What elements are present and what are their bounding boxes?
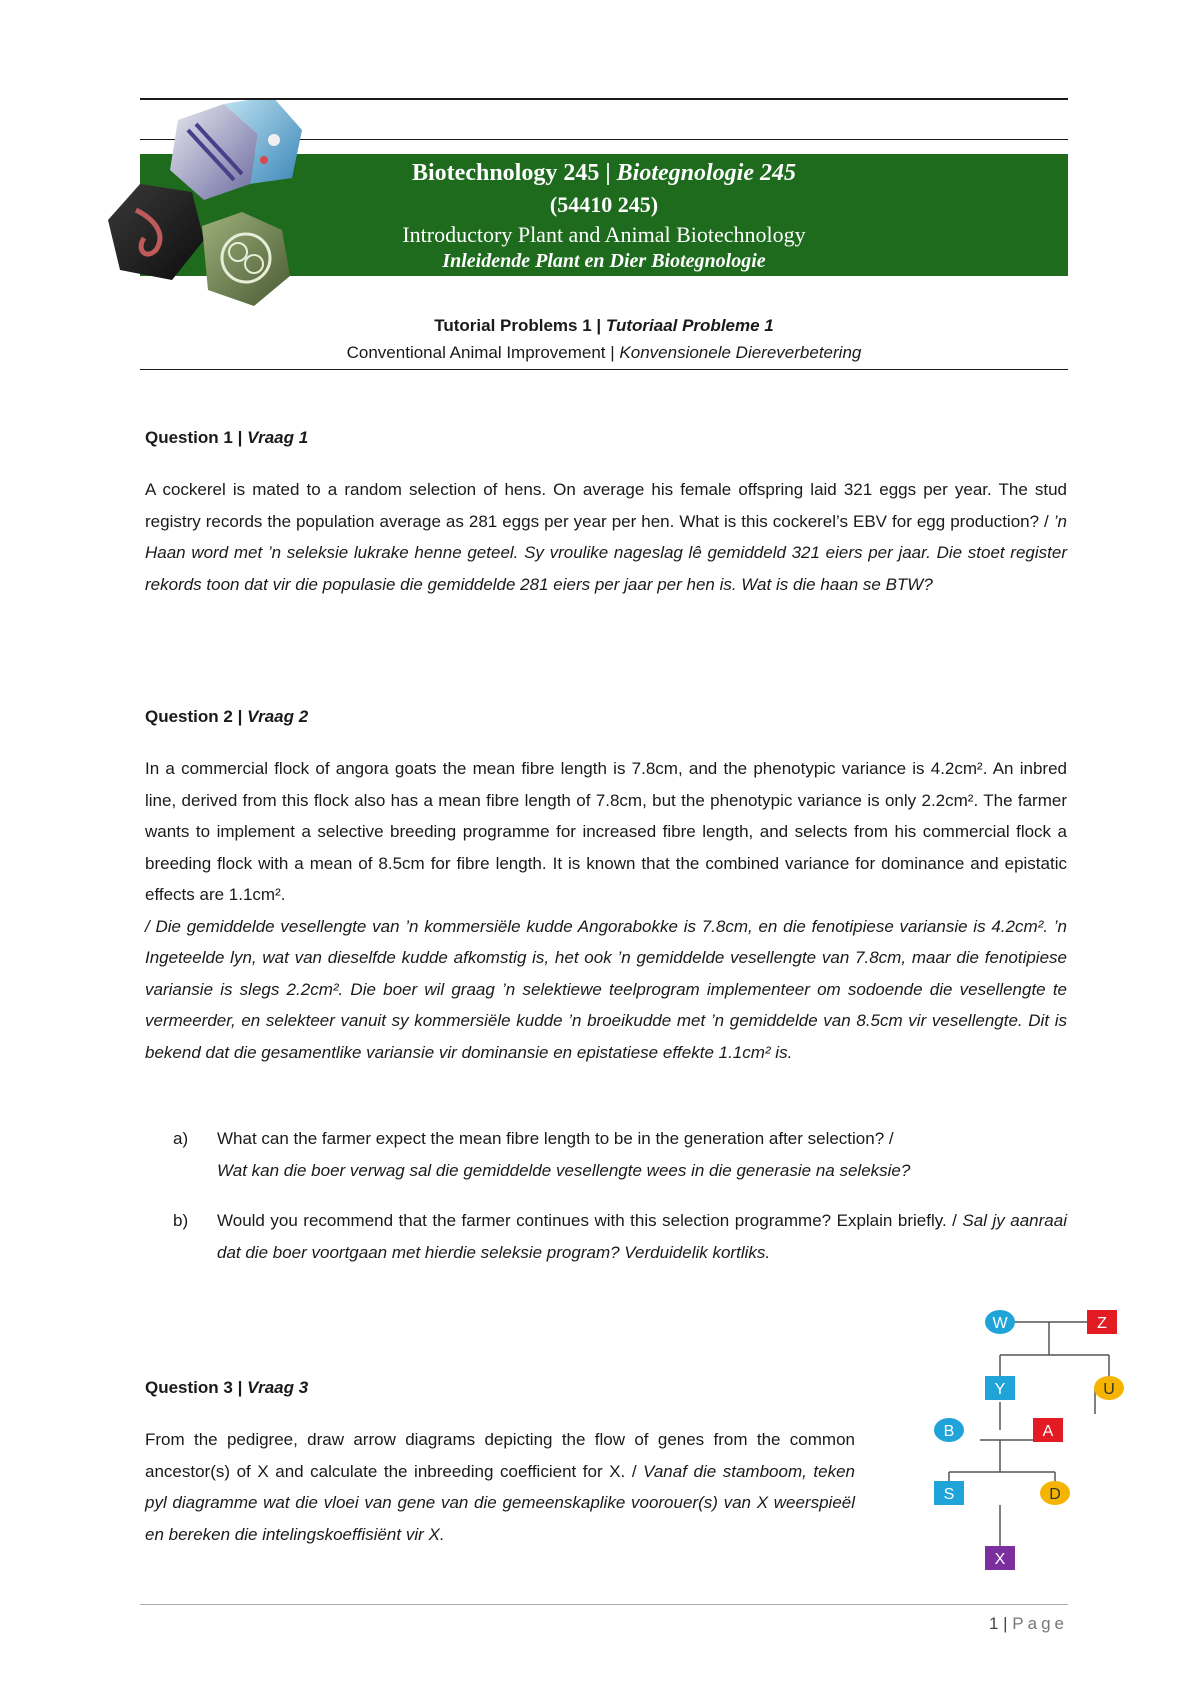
page-footer — [900, 1614, 1068, 1634]
tutorial-title-separator: | — [591, 316, 606, 335]
pedigree-node-a — [1033, 1418, 1063, 1442]
question-1-heading: Question 1 | Vraag 1 — [145, 428, 309, 447]
tutorial-topic-af: Konvensionele Diereverbetering — [619, 343, 862, 362]
pedigree-node-y — [985, 1376, 1015, 1400]
banner-course-code: (54410 245) — [549, 192, 659, 217]
question-1-text-af: ’n Haan word met ’n seleksie lukrake henne geteel. Sy vroulike nageslag lê gemiddeld 321 eiers per jaar. Die stoet register rekords toon dat vir die populasie die gemiddelde 281 eiers per jaar per hen is. Wat is die haan se BTW? — [145, 511, 1067, 594]
question-3-heading: Question 3 | Vraag 3 — [145, 1378, 309, 1397]
question-2-heading: Question 2 | Vraag 2 — [145, 707, 309, 726]
question-1-heading-af: Vraag 1 — [247, 428, 309, 447]
part-a-text-en: What can the farmer expect the mean fibre length to be in the generation after selection? / — [217, 1129, 894, 1148]
question-2-text — [145, 753, 1067, 1068]
part-b-text — [217, 1205, 1067, 1268]
question-2-heading-af: Vraag 2 — [247, 707, 309, 726]
pedigree-node-b — [934, 1418, 964, 1442]
question-3-heading-af: Vraag 3 — [247, 1378, 309, 1397]
question-1-text — [145, 474, 1067, 600]
pedigree-node-b-label: B — [943, 1423, 955, 1440]
question-2-heading-en: Question 2 — [145, 707, 233, 726]
page-number: 1 — [988, 1614, 999, 1633]
course-name-af: Biotegnologie 245 — [616, 160, 796, 186]
hexagon-embryo-icon — [108, 184, 204, 280]
pedigree-node-x-label: X — [994, 1551, 1006, 1568]
part-a-text-af: Wat kan die boer verwag sal die gemiddelde vesellengte wees in die generasie na seleksie? — [217, 1160, 911, 1180]
question-3-heading-en: Question 3 — [145, 1378, 233, 1397]
tutorial-title-en: Tutorial Problems 1 — [434, 316, 592, 335]
tutorial-topic-separator: | — [605, 343, 620, 362]
title-separator: | — [599, 160, 617, 186]
page-number-separator: | — [998, 1614, 1013, 1633]
question-1-heading-en: Question 1 — [145, 428, 233, 447]
pedigree-node-u — [1094, 1376, 1124, 1400]
pedigree-node-w — [985, 1310, 1015, 1334]
part-b-label: b) — [173, 1211, 189, 1230]
pedigree-node-y-label: Y — [994, 1381, 1006, 1398]
pedigree-node-u-label: U — [1103, 1381, 1115, 1398]
question-3-text-en: From the pedigree, draw arrow diagrams depicting the flow of genes from the common ancestor(s) of X and calculate the inbreeding coefficient for X. / — [145, 1430, 855, 1481]
banner-subtitle-af: Inleidende Plant en Dier Biotegnologie — [442, 250, 766, 272]
question-1-text-en: A cockerel is mated to a random selection of hens. On average his female offspring laid 321 eggs per year. The stud registry records the population average as 281 eggs per year per hen. What is this cockerel’s EBV for egg production? / — [145, 480, 1067, 531]
page-word: Page — [1012, 1614, 1068, 1633]
pedigree-node-s-label: S — [943, 1486, 955, 1503]
tutorial-topic-en: Conventional Animal Improvement — [346, 343, 606, 362]
header-rule-bottom — [140, 369, 1068, 370]
question-3-text — [145, 1424, 855, 1550]
tutorial-topic — [140, 343, 1068, 363]
pedigree-node-s — [934, 1481, 964, 1505]
part-a-label: a) — [173, 1129, 189, 1148]
banner-subtitle-en: Introductory Plant and Animal Biotechnology — [402, 222, 806, 247]
question-2-text-en: In a commercial flock of angora goats the mean fibre length is 7.8cm, and the phenotypic variance is 4.2cm². An inbred line, derived from this flock also has a mean fibre length of 7.8cm, but the phenotypic variance is only 2.2cm². The farmer wants to implement a selective breeding programme for increased fibre length, and selects from his commercial flock a breeding flock with a mean of 8.5cm for fibre length. It is known that the combined variance for dominance and epistatic effects are 1.1cm². — [145, 759, 1067, 904]
part-a-text — [217, 1123, 1067, 1186]
pedigree-lines — [949, 1322, 1109, 1548]
part-b-text-af: Sal jy aanraai dat die boer voortgaan met hierdie seleksie program? Verduidelik kortliks. — [217, 1211, 1067, 1262]
part-b-text-en: Would you recommend that the farmer continues with this selection programme? Explain briefly. / — [217, 1211, 963, 1230]
footer-rule — [140, 1604, 1068, 1605]
pedigree-node-z — [1087, 1310, 1117, 1334]
course-name-en: Biotechnology 245 — [412, 160, 600, 186]
pedigree-node-w-label: W — [992, 1315, 1008, 1332]
pedigree-node-a-label: A — [1042, 1423, 1054, 1440]
pedigree-node-z-label: Z — [1097, 1315, 1107, 1332]
question-3-text-af: Vanaf die stamboom, teken pyl diagramme wat die vloei van gene van die gemeenskaplike voorouer(s) van X weerspieël en bereken die intelingskoeffisiënt vir X. — [145, 1461, 855, 1544]
biotech-hexagon-logo — [96, 100, 306, 320]
pedigree-node-d-label: D — [1049, 1486, 1061, 1503]
question-2-text-af: / Die gemiddelde vesellengte van ’n kommersiële kudde Angorabokke is 7.8cm, en die fenotipiese variansie is 4.2cm². ’n Ingeteelde lyn, wat van dieselfde kudde afkomstig is, het ook ’n gemiddelde vesellengte van 7.8cm, maar die fenotipiese variansie is slegs 2.2cm². Die boer wil graag ’n selektiewe teelprogram implementeer om sodoende die vesellengte te vermeerder, en selekteer vanuit sy kommersiële kudde ’n broeikudde met ’n gemiddelde van 8.5cm vir vesellengte. Dit is bekend dat die gesamentlike variansie vir dominansie en epistatiese effekte 1.1cm² is. — [145, 916, 1067, 1062]
tutorial-title-af: Tutoriaal Probleme 1 — [605, 316, 774, 335]
pedigree-diagram — [920, 1300, 1140, 1590]
tutorial-title — [140, 316, 1068, 336]
pedigree-node-d — [1040, 1481, 1070, 1505]
pedigree-node-x — [985, 1546, 1015, 1570]
